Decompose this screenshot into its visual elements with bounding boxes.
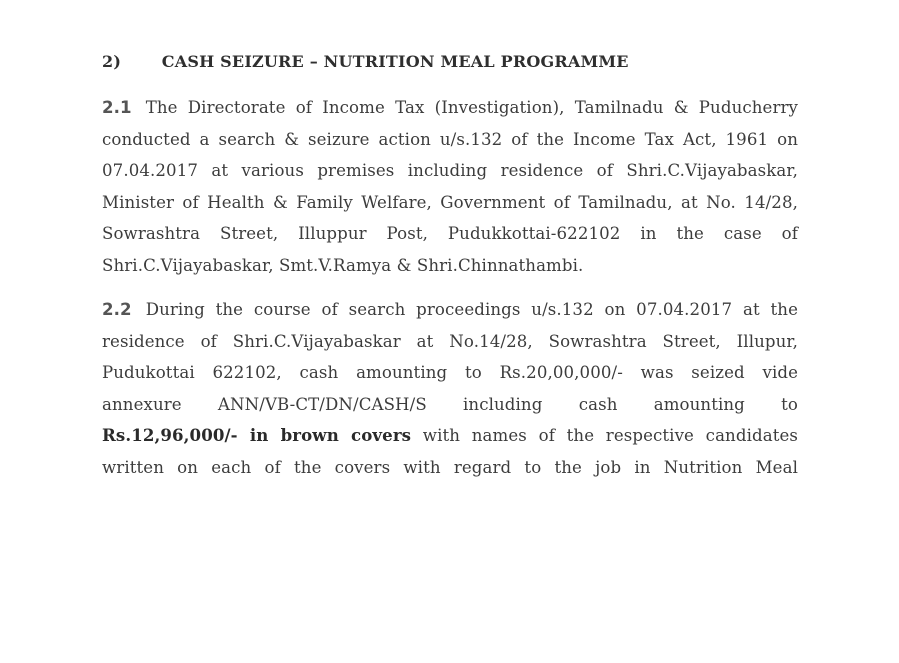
paragraph-line: conducted a search & seizure action u/s.132 of the Income Tax Act, 1961 on [102,129,798,149]
paragraph-line: Minister of Health & Family Welfare, Government of Tamilnadu, at No. 14/28, [102,192,798,212]
paragraph-line: annexure ANN/VB-CT/DN/CASH/S including cash amounting to [102,394,798,414]
paragraph-number: 2.1 [102,98,132,117]
section-title: CASH SEIZURE – NUTRITION MEAL PROGRAMME [161,52,629,71]
section-heading [102,52,629,71]
paragraph-line: Pudukottai 622102, cash amounting to Rs.20,00,000/- was seized vide [102,363,798,382]
paragraph-line: 2.1 The Directorate of Income Tax (Investigation), Tamilnadu & Puducherry [102,98,798,117]
paragraph-line: Shri.C.Vijayabaskar, Smt.V.Ramya & Shri.Chinnathambi. [102,255,584,275]
paragraph-line: residence of Shri.C.Vijayabaskar at No.14/28, Sowrashtra Street, Illupur, [102,331,798,351]
paragraph-line: Sowrashtra Street, Illuppur Post, Pudukkottai-622102 in the case of [102,224,798,243]
paragraph-number: 2.2 [102,300,132,319]
paragraph-line: 07.04.2017 at various premises including residence of Shri.C.Vijayabaskar, [102,161,798,180]
emphasized-amount: Rs.12,96,000/- in brown covers [102,425,412,445]
section-number: 2) [102,52,122,71]
paragraph-2-1 [102,92,798,281]
paragraph-2-2 [102,294,798,483]
paragraph-line: written on each of the covers with regard to the job in Nutrition Meal [102,457,798,477]
paragraph-line: Rs.12,96,000/- in brown covers with names of the respective candidates [102,425,798,445]
paragraph-line: 2.2 During the course of search proceedings u/s.132 on 07.04.2017 at the [102,300,798,319]
